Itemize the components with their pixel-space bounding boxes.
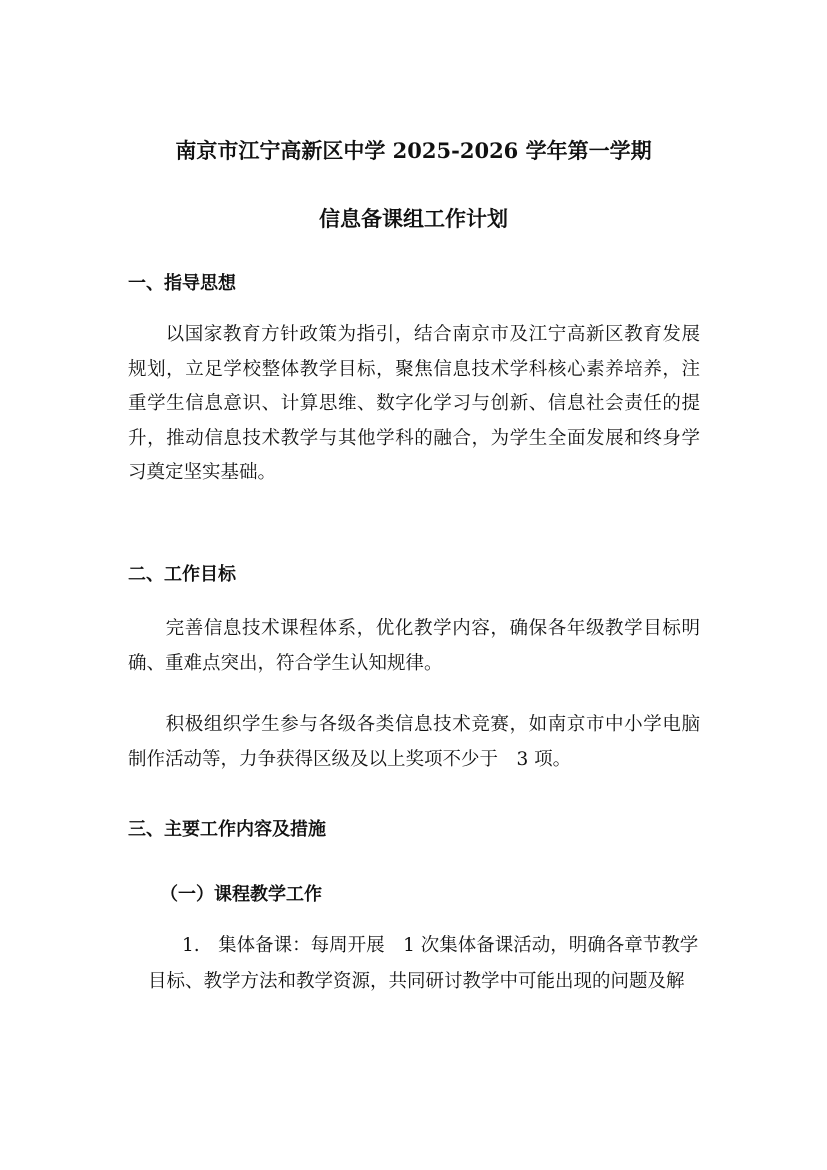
guiding-thought-paragraph — [128, 318, 700, 491]
document-title-line2: 信息备课组工作计划 — [319, 206, 508, 231]
section-heading-work-goals: 二、工作目标 — [128, 564, 236, 585]
document-title-line1: 南京市江宁高新区中学 2025-2026 学年第一学期 — [175, 138, 652, 163]
section-heading-guiding-thought: 一、指导思想 — [128, 273, 236, 294]
guiding-thought-text: 以国家教育方针政策为指引，结合南京市及江宁高新区教育发展规划，立足学校整体教学目标，聚焦信息技术学科核心素养培养，注重学生信息意识、计算思维、数字化学习与创新、信息社会责任的提升，推动信息技术教学与其他学科的融合，为学生全面发展和终身学习奠定坚实基础。 — [128, 324, 700, 483]
work-goals-paragraph-2 — [128, 708, 700, 777]
list-item-collective-lesson-prep: 1. 集体备课：每周开展 1 次集体备课活动，明确各章节教学目标、教学方法和教学资源，共同研讨教学中可能出现的问题及解 — [148, 935, 699, 992]
work-goals-text-2: 积极组织学生参与各级各类信息技术竞赛，如南京市中小学电脑制作活动等，力争获得区级及以上奖项不少于 3 项。 — [128, 714, 700, 770]
work-goals-text-1: 完善信息技术课程体系，优化教学内容，确保各年级教学目标明确、重难点突出，符合学生认知规律。 — [128, 618, 700, 674]
work-goals-paragraph-1 — [128, 612, 700, 681]
subsection-heading-course-teaching: （一）课程教学工作 — [160, 884, 322, 905]
section-heading-main-work: 三、主要工作内容及措施 — [128, 819, 326, 840]
